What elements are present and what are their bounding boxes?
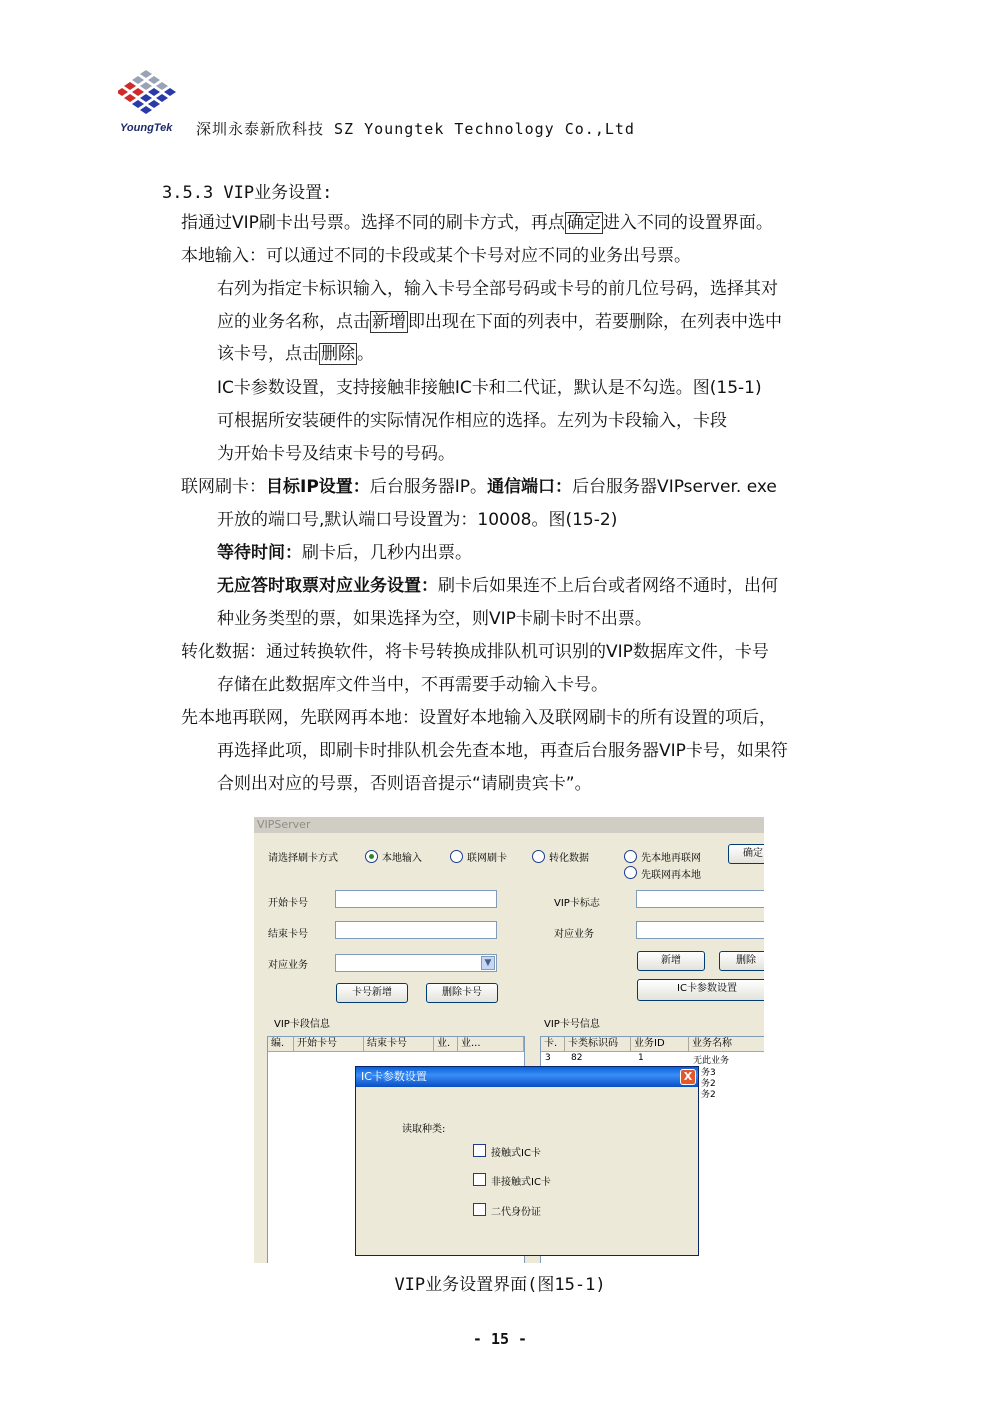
body-line-5: 该卡号，点击 删除 。	[217, 344, 374, 364]
segment-info-label: VIP卡段信息	[274, 1019, 330, 1030]
mode-label: 请选择刷卡方式	[268, 853, 338, 864]
ok-button[interactable]: 确定	[728, 844, 764, 864]
card-cell-service-name: 无此业务	[693, 1056, 730, 1066]
mode-radio-convert[interactable]	[532, 850, 545, 863]
start-card-label: 开始卡号	[268, 898, 308, 909]
body-line-8: 为开始卡号及结束卡号的号码。	[217, 444, 455, 464]
segment-col-svc-name[interactable]: 业...	[458, 1037, 524, 1052]
read-type-label: 读取种类:	[402, 1124, 446, 1135]
body-line-3: 右列为指定卡标识输入，输入卡号全部号码或卡号的前几位号码，选择其对	[217, 279, 778, 299]
start-card-input[interactable]	[335, 890, 497, 908]
add-ref: 新增	[372, 312, 406, 332]
card-col-service-name[interactable]: 业务名称	[689, 1037, 764, 1052]
mode-radio-local[interactable]	[365, 850, 378, 863]
body-line-7: 可根据所安装硬件的实际情况作相应的选择。左列为卡段输入，卡段	[217, 411, 727, 431]
card-cell-partial-3: 务2	[701, 1090, 716, 1100]
segment-col-no[interactable]: 编.	[268, 1037, 294, 1052]
mode-label-network-then-local: 先联网再本地	[641, 870, 701, 881]
body-line-15: 存储在此数据库文件当中，不再需要手动输入卡号。	[217, 675, 608, 695]
page-number: - 15 -	[472, 1330, 528, 1348]
confirm-ref: 确定	[566, 213, 601, 233]
body-line-14: 转化数据：通过转换软件，将卡号转换成排队机可识别的VIP数据库文件，卡号	[181, 642, 769, 662]
delete-button[interactable]: 删除	[719, 951, 764, 971]
body-line-1: 指通过VIP刷卡出号票。选择不同的刷卡方式，再点 确定 进入不同的设置界面。	[181, 213, 773, 233]
mode-label-convert: 转化数据	[549, 853, 589, 864]
mode-label-local-then-network: 先本地再联网	[641, 853, 701, 864]
contact-ic-checkbox[interactable]	[473, 1144, 486, 1157]
contactless-ic-label: 非接触式IC卡	[491, 1177, 551, 1188]
body-line-2: 本地输入：可以通过不同的卡段或某个卡号对应不同的业务出号票。	[181, 246, 691, 266]
vipserver-window	[254, 817, 764, 1263]
end-card-label: 结束卡号	[268, 929, 308, 940]
card-add-button[interactable]: 卡号新增	[336, 983, 408, 1003]
card-col-no[interactable]: 卡.	[541, 1037, 565, 1052]
id-card-checkbox[interactable]	[473, 1203, 486, 1216]
body-line-13: 种业务类型的票，如果选择为空，则VIP卡刷卡时不出票。	[217, 609, 652, 629]
number-info-label: VIP卡号信息	[544, 1019, 600, 1030]
chevron-down-icon[interactable]: ▼	[481, 956, 495, 970]
card-cell-partial-1: 务3	[701, 1068, 716, 1078]
close-icon[interactable]: X	[680, 1069, 696, 1085]
mode-radio-network-then-local[interactable]	[624, 866, 637, 879]
mode-radio-network[interactable]	[450, 850, 463, 863]
company-name: 深圳永泰新欣科技 SZ Youngtek Technology Co.,Ltd	[196, 120, 635, 138]
body-line-17: 再选择此项，即刷卡时排队机会先查本地，再查后台服务器VIP卡号，如果符	[217, 741, 788, 761]
contact-ic-label: 接触式IC卡	[491, 1148, 541, 1159]
body-line-4: 应的业务名称，点击 新增 即出现在下面的列表中，若要删除，在列表中选中	[217, 312, 782, 332]
card-cell-no: 3	[545, 1053, 551, 1063]
end-card-input[interactable]	[335, 921, 497, 939]
body-line-6: IC卡参数设置，支持接触非接触IC卡和二代证，默认是不勾选。图(15-1)	[217, 378, 762, 398]
body-line-18: 合则出对应的号票，否则语音提示“请刷贵宾卡”。	[217, 774, 592, 794]
card-col-type-code[interactable]: 卡类标识码	[565, 1037, 631, 1052]
body-line-10: 开放的端口号,默认端口号设置为：10008。图(15-2)	[217, 510, 618, 530]
service-label-right: 对应业务	[554, 929, 594, 940]
body-line-9: 联网刷卡：目标IP设置：后台服务器IP。通信端口：后台服务器VIPserver. exe	[181, 477, 777, 497]
card-cell-service-id: 1	[638, 1053, 644, 1063]
logo-text: YoungTek	[120, 122, 173, 134]
segment-col-svc[interactable]: 业.	[434, 1037, 458, 1052]
mode-radio-local-then-network[interactable]	[624, 850, 637, 863]
mode-label-network: 联网刷卡	[467, 853, 507, 864]
card-cell-partial-2: 务2	[701, 1079, 716, 1089]
delete-ref: 删除	[321, 344, 355, 364]
vip-mark-input[interactable]	[636, 890, 764, 908]
card-delete-button[interactable]: 删除卡号	[426, 983, 498, 1003]
service-input-right[interactable]	[636, 921, 764, 939]
figure-caption: VIP业务设置界面(图15-1)	[394, 1275, 606, 1295]
vip-mark-label: VIP卡标志	[554, 898, 600, 909]
window-titlebar: VIPServer	[254, 817, 764, 833]
service-label-left: 对应业务	[268, 960, 308, 971]
body-line-16: 先本地再联网，先联网再本地：设置好本地输入及联网刷卡的所有设置的项后，	[181, 708, 776, 728]
segment-col-end[interactable]: 结束卡号	[364, 1037, 434, 1052]
card-col-service-id[interactable]: 业务ID	[631, 1037, 689, 1052]
body-line-11: 等待时间：刷卡后，几秒内出票。	[217, 543, 472, 563]
add-button[interactable]: 新增	[637, 951, 705, 971]
body-line-12: 无应答时取票对应业务设置：刷卡后如果连不上后台或者网络不通时，出何	[217, 576, 778, 596]
service-select-left[interactable]	[335, 954, 497, 972]
segment-col-start[interactable]: 开始卡号	[294, 1037, 364, 1052]
company-logo	[118, 70, 188, 122]
contactless-ic-checkbox[interactable]	[473, 1173, 486, 1186]
id-card-label: 二代身份证	[491, 1207, 541, 1218]
card-cell-type-code: 82	[571, 1053, 583, 1063]
mode-label-local: 本地输入	[382, 853, 422, 864]
section-title: 3.5.3 VIP业务设置:	[162, 183, 333, 203]
dialog-title: IC卡参数设置	[356, 1067, 698, 1087]
ic-settings-button[interactable]: IC卡参数设置	[637, 979, 764, 1001]
ic-settings-dialog	[355, 1066, 699, 1256]
